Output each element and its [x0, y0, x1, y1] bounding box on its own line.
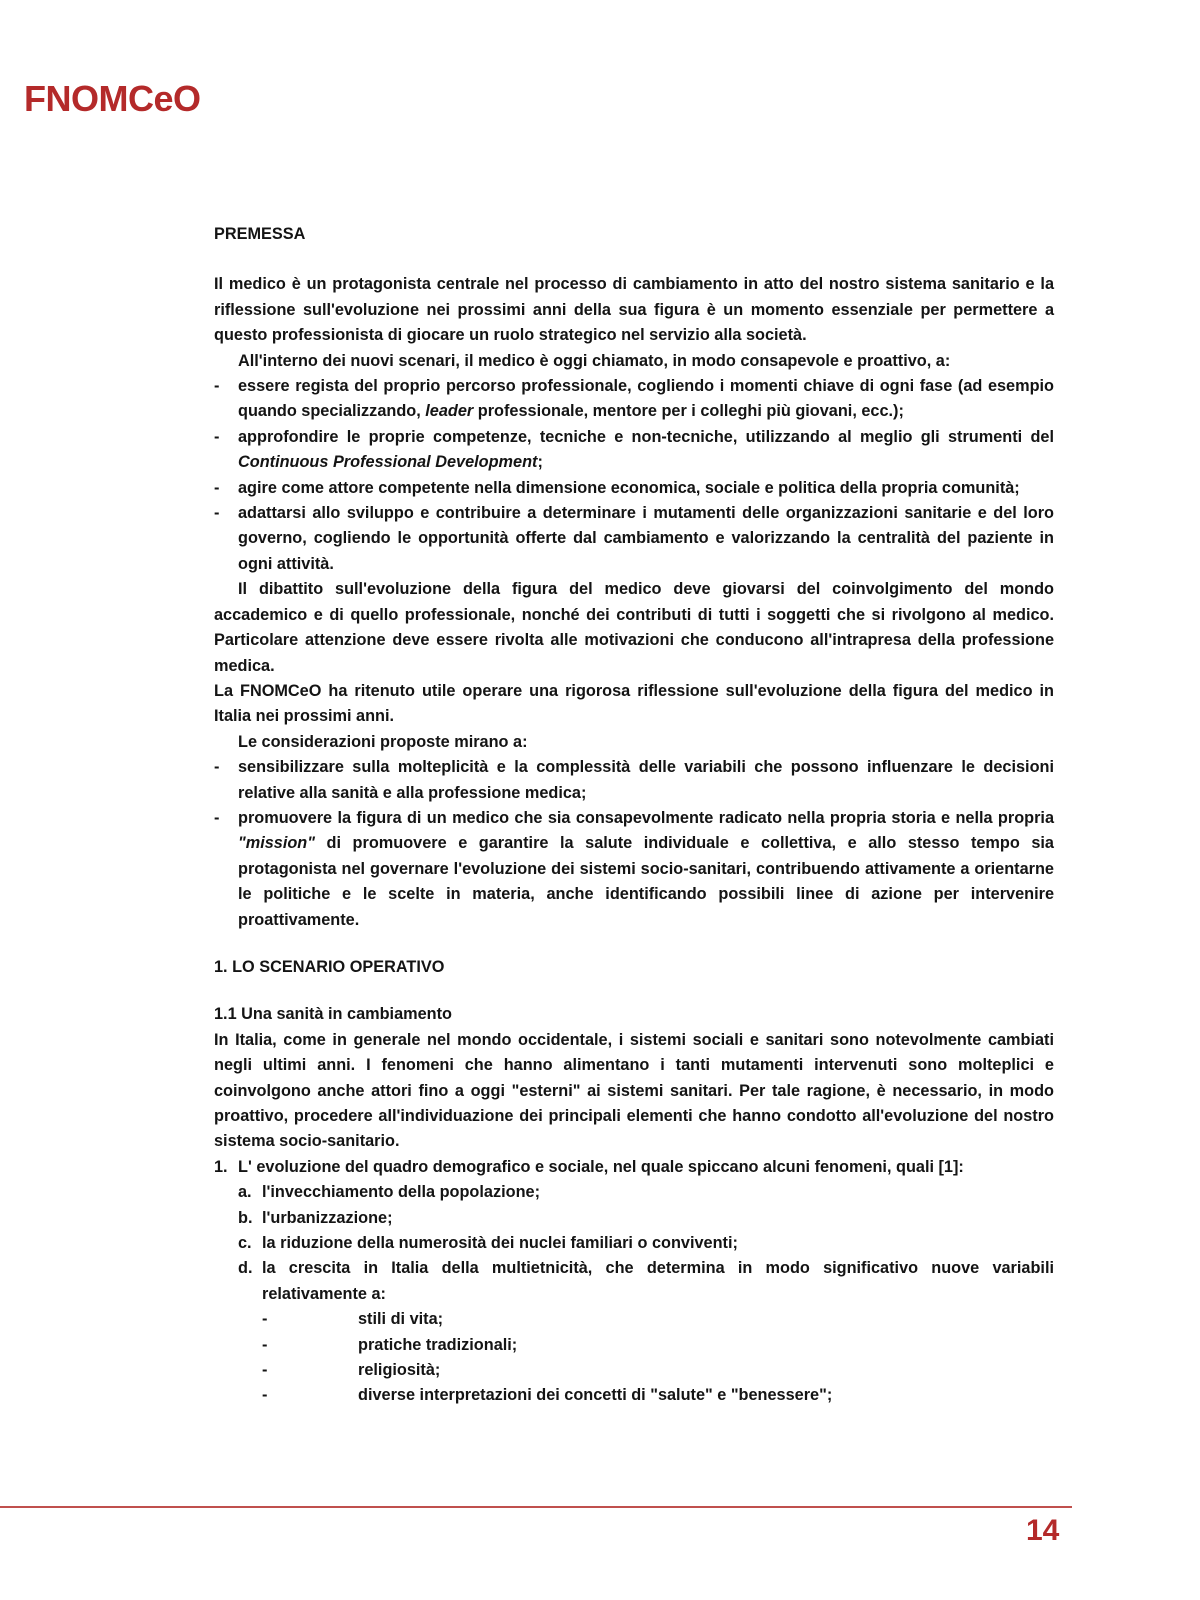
section-1-1-heading: 1.1 Una sanità in cambiamento: [214, 1005, 452, 1024]
page-number: 14: [1026, 1514, 1060, 1547]
section-1-1-paragraph: In Italia, come in generale nel mondo occidentale, i sistemi sociali e sanitari sono notevolmente cambiati negli ultimi anni. I fenomeni che hanno alimentano i tanti mutamenti intervenuti sono molteplici e coinvolgono anche attori fino a oggi "esterni" ai sistemi sanitari. Per tale ragione, è necessario, in modo proattivo, procedere all'individuazione dei principali elementi che hanno condotto all'evoluzione del nostro sistema socio-sanitario.: [214, 1030, 1054, 1151]
list-item: - approfondire le proprie competenze, tecniche e non-tecniche, utilizzando al meglio gli strumenti del Continuous Professional Development;: [214, 427, 1054, 472]
section-1-heading: 1. LO SCENARIO OPERATIVO: [214, 957, 445, 976]
list-item: - pratiche tradizionali;: [262, 1335, 518, 1354]
alpha-list: [238, 1180, 1054, 1409]
premessa-list-1: [214, 374, 1054, 577]
list-item: - religiosità;: [262, 1361, 441, 1380]
list-item: 1. L' evoluzione del quadro demografico e sociale, nel quale spiccano alcuni fenomeni, quali [1]: a. l'invecchiamento della popolazione; b. l'urbanizzazione; c. la riduzione della numerosità dei nuclei familiari o conviventi; d. la crescita in Italia della multietnicità, che determina in modo significativo nuove variabili relativamente a: - stili di vita; - pratiche tradizionali; - religiosità; - diverse interpretazioni dei concetti di "salute" e "benessere";: [214, 1155, 1054, 1409]
footer-rule: [0, 1506, 1072, 1508]
premessa-paragraph-5: Le considerazioni proposte mirano a:: [238, 732, 528, 751]
list-item: - sensibilizzare sulla molteplicità e la complessità delle variabili che possono influenzare le decisioni relative alla sanità e alla professione medica;: [214, 758, 1054, 802]
list-item: c. la riduzione della numerosità dei nuclei familiari o conviventi;: [238, 1234, 738, 1253]
sub-list: [262, 1307, 1054, 1409]
list-item: - diverse interpretazioni dei concetti di "salute" e "benessere";: [262, 1386, 833, 1405]
list-item: - promuovere la figura di un medico che sia consapevolmente radicato nella propria storia e nella propria "mission" di promuovere e garantire la salute individuale e collettiva, e allo stesso tempo sia protagonista nel governare l'evoluzione dei sistemi socio-sanitari, contribuendo attivamente a orientarne le politiche e le scelte in materia, anche identificando possibili linee di azione per intervenire proattivamente.: [214, 808, 1054, 929]
premessa-paragraph-3: Il dibattito sull'evoluzione della figura del medico deve giovarsi del coinvolgimento del mondo accademico e di quello professionale, nonché dei contributi di tutti i soggetti che si rivolgono al medico. Particolare attenzione deve essere rivolta alle motivazioni che conducono all'intrapresa della professione medica.: [214, 580, 1054, 675]
list-item: - essere regista del proprio percorso professionale, cogliendo i momenti chiave di ogni fase (ad esempio quando specializzando, leader professionale, mentore per i colleghi più giovani, ecc.);: [214, 377, 1054, 421]
fnomceo-logo: FNOMCeO: [24, 78, 201, 119]
premessa-paragraph-1: Il medico è un protagonista centrale nel processo di cambiamento in atto del nostro sistema sanitario e la riflessione sull'evoluzione nei prossimi anni della sua figura è un momento essenziale per permettere a questo professionista di giocare un ruolo strategico nel servizio alla società.: [214, 275, 1054, 345]
list-item: d. la crescita in Italia della multietnicità, che determina in modo significativo nuove variabili relativamente a: - stili di vita; - pratiche tradizionali; - religiosità; - diverse interpretazioni dei concetti di "salute" e "benessere";: [238, 1256, 1054, 1408]
list-item: b. l'urbanizzazione;: [238, 1208, 393, 1227]
premessa-paragraph-4: La FNOMCeO ha ritenuto utile operare una rigorosa riflessione sull'evoluzione della figura del medico in Italia nei prossimi anni.: [214, 681, 1054, 726]
list-item: a. l'invecchiamento della popolazione;: [238, 1183, 540, 1202]
premessa-heading: PREMESSA: [214, 225, 306, 243]
premessa-paragraph-2: All'interno dei nuovi scenari, il medico è oggi chiamato, in modo consapevole e proattivo, a:: [238, 351, 951, 370]
list-item: - agire come attore competente nella dimensione economica, sociale e politica della propria comunità;: [214, 478, 1020, 497]
section-1-1-numbered-list: [214, 1155, 1054, 1409]
premessa-list-2: [214, 755, 1054, 933]
list-item: - adattarsi allo sviluppo e contribuire a determinare i mutamenti delle organizzazioni sanitarie e del loro governo, cogliendo le opportunità offerte dal cambiamento e valorizzando la centralità del paziente in ogni attività.: [214, 504, 1054, 573]
page-content: [214, 222, 1054, 1409]
list-item: - stili di vita;: [262, 1310, 444, 1329]
